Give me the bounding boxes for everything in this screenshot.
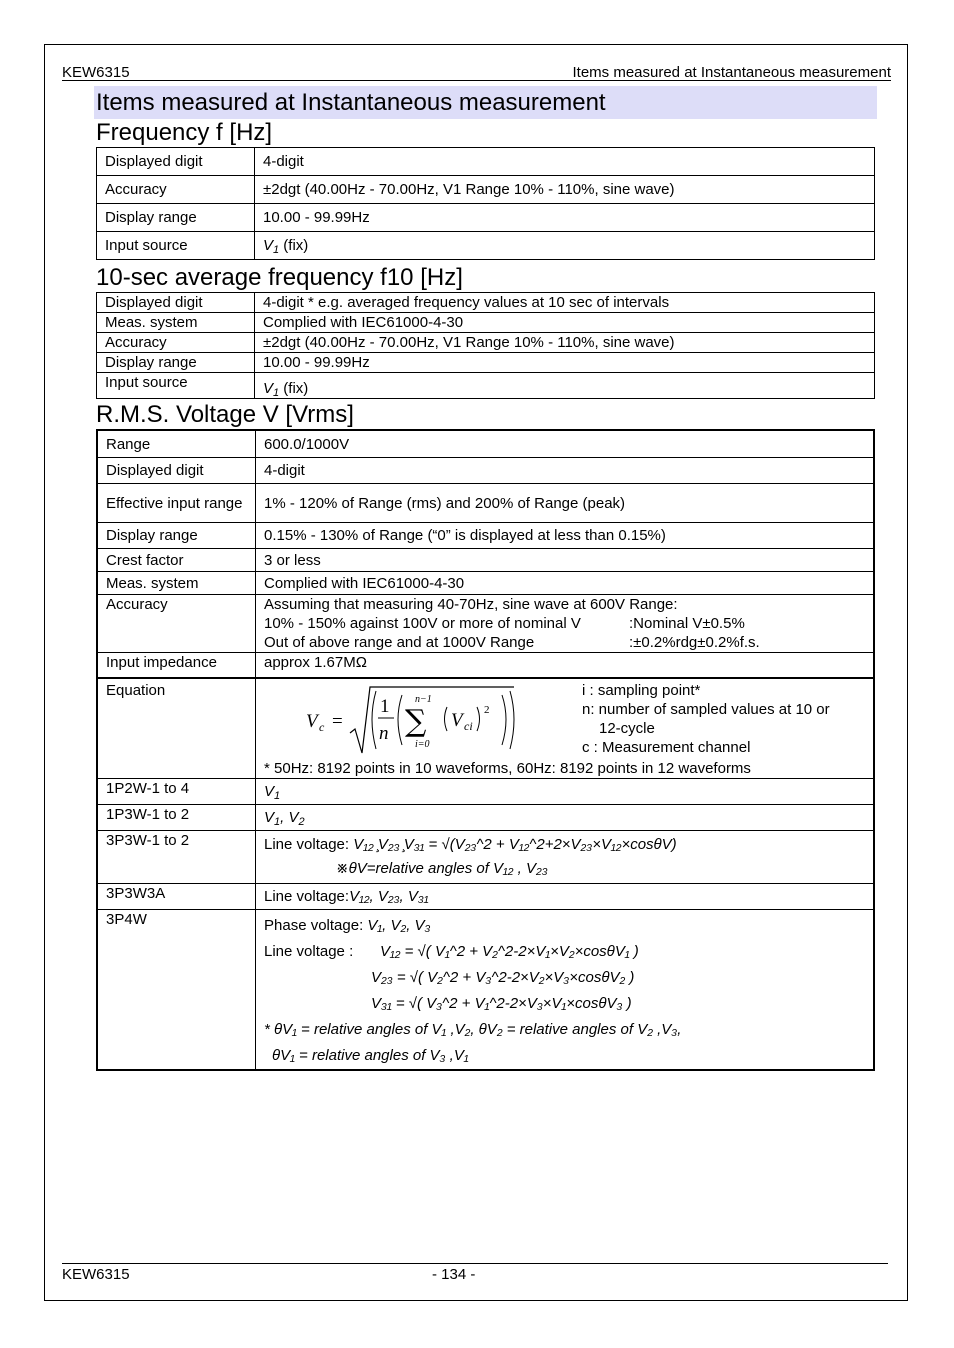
table-row <box>97 910 874 1071</box>
row-key: Display range <box>97 204 255 232</box>
symbol-post: (fix) <box>279 237 309 254</box>
row-value: $V_1$, $V_2$ <box>256 805 875 831</box>
row-key: Displayed digit <box>97 458 256 484</box>
row-key: Displayed digit <box>97 293 255 313</box>
row-key: 1P3W-1 to 2 <box>97 805 256 831</box>
row-value: 4-digit <box>256 458 875 484</box>
accuracy-line: Out of above range and at 1000V Range :±0.2%rdg±0.2%f.s. <box>264 634 760 651</box>
row-value <box>255 373 875 399</box>
symbol: V <box>263 380 274 397</box>
table-row <box>97 458 874 484</box>
row-value: ±2dgt (40.00Hz - 70.00Hz, V1 Range 10% - 110%, sine wave) <box>255 333 875 353</box>
table-row <box>97 653 874 679</box>
table-row <box>97 779 874 805</box>
table-row <box>97 353 875 373</box>
table-row <box>97 333 875 353</box>
table-row <box>97 313 875 333</box>
symbol-sub: 1 <box>273 387 280 399</box>
row-key: Crest factor <box>97 549 256 572</box>
table-row <box>97 595 874 653</box>
table-row <box>97 805 874 831</box>
row-key: 3P4W <box>97 910 256 1071</box>
row-key: Input source <box>97 232 255 260</box>
formula-equals: = <box>332 711 343 732</box>
table-row <box>97 884 874 910</box>
row-value: Line voltage: V₁₂ ̧V₂₃ ̧V₃₁ = √(V₂₃^2 + V₁₂^2+2×V₂₃×V₁₂×cosθV) ※θV=relative angles of V₁₂ , V₂₃ <box>256 831 875 884</box>
table-row <box>97 176 875 204</box>
term-power: 2 <box>484 704 490 716</box>
paren-left <box>372 691 376 749</box>
row-value: Complied with IEC61000-4-30 <box>255 313 875 333</box>
row-key: 3P3W-1 to 2 <box>97 831 256 884</box>
formula-lhs-sub: c <box>319 720 325 734</box>
accuracy-line: 10% - 150% against 100V or more of nominal V :Nominal V±0.5% <box>264 615 745 632</box>
row-value: 4-digit * e.g. averaged frequency values at 10 sec of intervals <box>255 293 875 313</box>
table-row <box>97 430 874 458</box>
row-value: 0.15% - 130% of Range (“0” is displayed at less than 0.15%) <box>256 523 875 549</box>
row-value: Complied with IEC61000-4-30 <box>256 572 875 595</box>
page-number: - 134 - <box>432 1266 476 1283</box>
row-key: Meas. system <box>97 313 255 333</box>
paren-inner-right <box>502 695 506 745</box>
row-key: Equation <box>97 678 256 779</box>
section-title-frequency: Frequency f [Hz] <box>96 119 273 146</box>
row-value: ±2dgt (40.00Hz - 70.00Hz, V1 Range 10% - 110%, sine wave) <box>255 176 875 204</box>
equation-notes: i : sampling point* n: number of sampled values at 10 or 12-cycle c : Measurement channel <box>582 682 830 756</box>
term-symbol: V <box>451 710 463 731</box>
footer-doc-id: KEW6315 <box>62 1266 130 1283</box>
symbol-sub: 1 <box>273 244 280 256</box>
row-value <box>256 595 875 653</box>
paren-term-right <box>477 707 480 731</box>
table-row <box>97 293 875 313</box>
table-row <box>97 831 874 884</box>
row-key: Input impedance <box>97 653 256 679</box>
accuracy-line: Assuming that measuring 40-70Hz, sine wave at 600V Range: <box>264 596 678 613</box>
rms-formula <box>294 681 594 759</box>
sum-lower-limit: i=0 <box>415 739 430 750</box>
table-row <box>97 484 874 523</box>
row-key: Effective input range <box>97 484 256 523</box>
header-doc-id: KEW6315 <box>62 64 130 81</box>
row-value: Phase voltage: V₁, V₂, V₃ Line voltage : V₁₂ = √( V₁^2 + V₂^2-2×V₁×V₂×cosθV₁ ) V₂₃ = √( V₂^2 + V₃^2-2×V₂×V₃×cosθV₂ ) V₃₁ = √( V₃^2 + V₁^2-2×V₃×V₁×cosθV₃ ) * θV₁ = relative angles of V₁ ,V₂, θV₂ = relative angles of V₂ ,V₃, θV₁ = relative angles of V₃ ,V₁ <box>256 910 875 1071</box>
row-key: Accuracy <box>97 333 255 353</box>
row-value: 10.00 - 99.99Hz <box>255 204 875 232</box>
row-key: Input source <box>97 373 255 399</box>
row-key: Meas. system <box>97 572 256 595</box>
row-key: Accuracy <box>97 595 256 653</box>
row-value: 10.00 - 99.99Hz <box>255 353 875 373</box>
sum-sign: ∑ <box>405 704 427 739</box>
rms-table <box>96 429 875 1071</box>
symbol-post: (fix) <box>279 380 309 397</box>
row-key: Displayed digit <box>97 148 255 176</box>
row-key: Display range <box>97 353 255 373</box>
table-row <box>97 678 874 779</box>
row-value <box>255 232 875 260</box>
equation-area <box>264 681 865 759</box>
table-row <box>97 148 875 176</box>
table-row <box>97 232 875 260</box>
table-row <box>97 373 875 399</box>
row-value: 1% - 120% of Range (rms) and 200% of Range (peak) <box>256 484 875 523</box>
table-row <box>97 204 875 232</box>
row-value: $V_1$ <box>256 779 875 805</box>
symbol: V <box>263 237 274 254</box>
formula-lhs: V <box>306 711 318 732</box>
row-key: Accuracy <box>97 176 255 204</box>
equation-cell <box>256 678 875 779</box>
row-value: 600.0/1000V <box>256 430 875 458</box>
paren-right <box>510 691 514 749</box>
table-row <box>97 549 874 572</box>
term-sub: ci <box>464 719 473 733</box>
row-value: approx 1.67MΩ <box>256 653 875 679</box>
row-key: Range <box>97 430 256 458</box>
section-title-freq10: 10-sec average frequency f10 [Hz] <box>96 264 463 291</box>
page-title: Items measured at Instantaneous measurement <box>94 86 877 119</box>
footer-rule <box>62 1263 888 1264</box>
paren-term-left <box>445 707 448 731</box>
table-row <box>97 523 874 549</box>
header-section-title: Items measured at Instantaneous measurement <box>572 64 891 81</box>
sum-upper-limit: n−1 <box>415 694 432 705</box>
row-key: 3P3W3A <box>97 884 256 910</box>
section-title-rms: R.M.S. Voltage V [Vrms] <box>96 401 354 428</box>
freq10-table <box>96 292 875 399</box>
paren-inner-left <box>398 695 402 745</box>
fraction-numerator: 1 <box>380 696 390 717</box>
header-rule <box>62 80 891 81</box>
table-row <box>97 572 874 595</box>
frequency-table <box>96 147 875 260</box>
row-value: 3 or less <box>256 549 875 572</box>
row-value: 4-digit <box>255 148 875 176</box>
row-key: 1P2W-1 to 4 <box>97 779 256 805</box>
fraction-denominator: n <box>379 723 389 744</box>
equation-footnote: * 50Hz: 8192 points in 10 waveforms, 60Hz: 8192 points in 12 waveforms <box>264 760 751 777</box>
row-key: Display range <box>97 523 256 549</box>
row-value: Line voltage:V₁₂, V₂₃, V₃₁ <box>256 884 875 910</box>
